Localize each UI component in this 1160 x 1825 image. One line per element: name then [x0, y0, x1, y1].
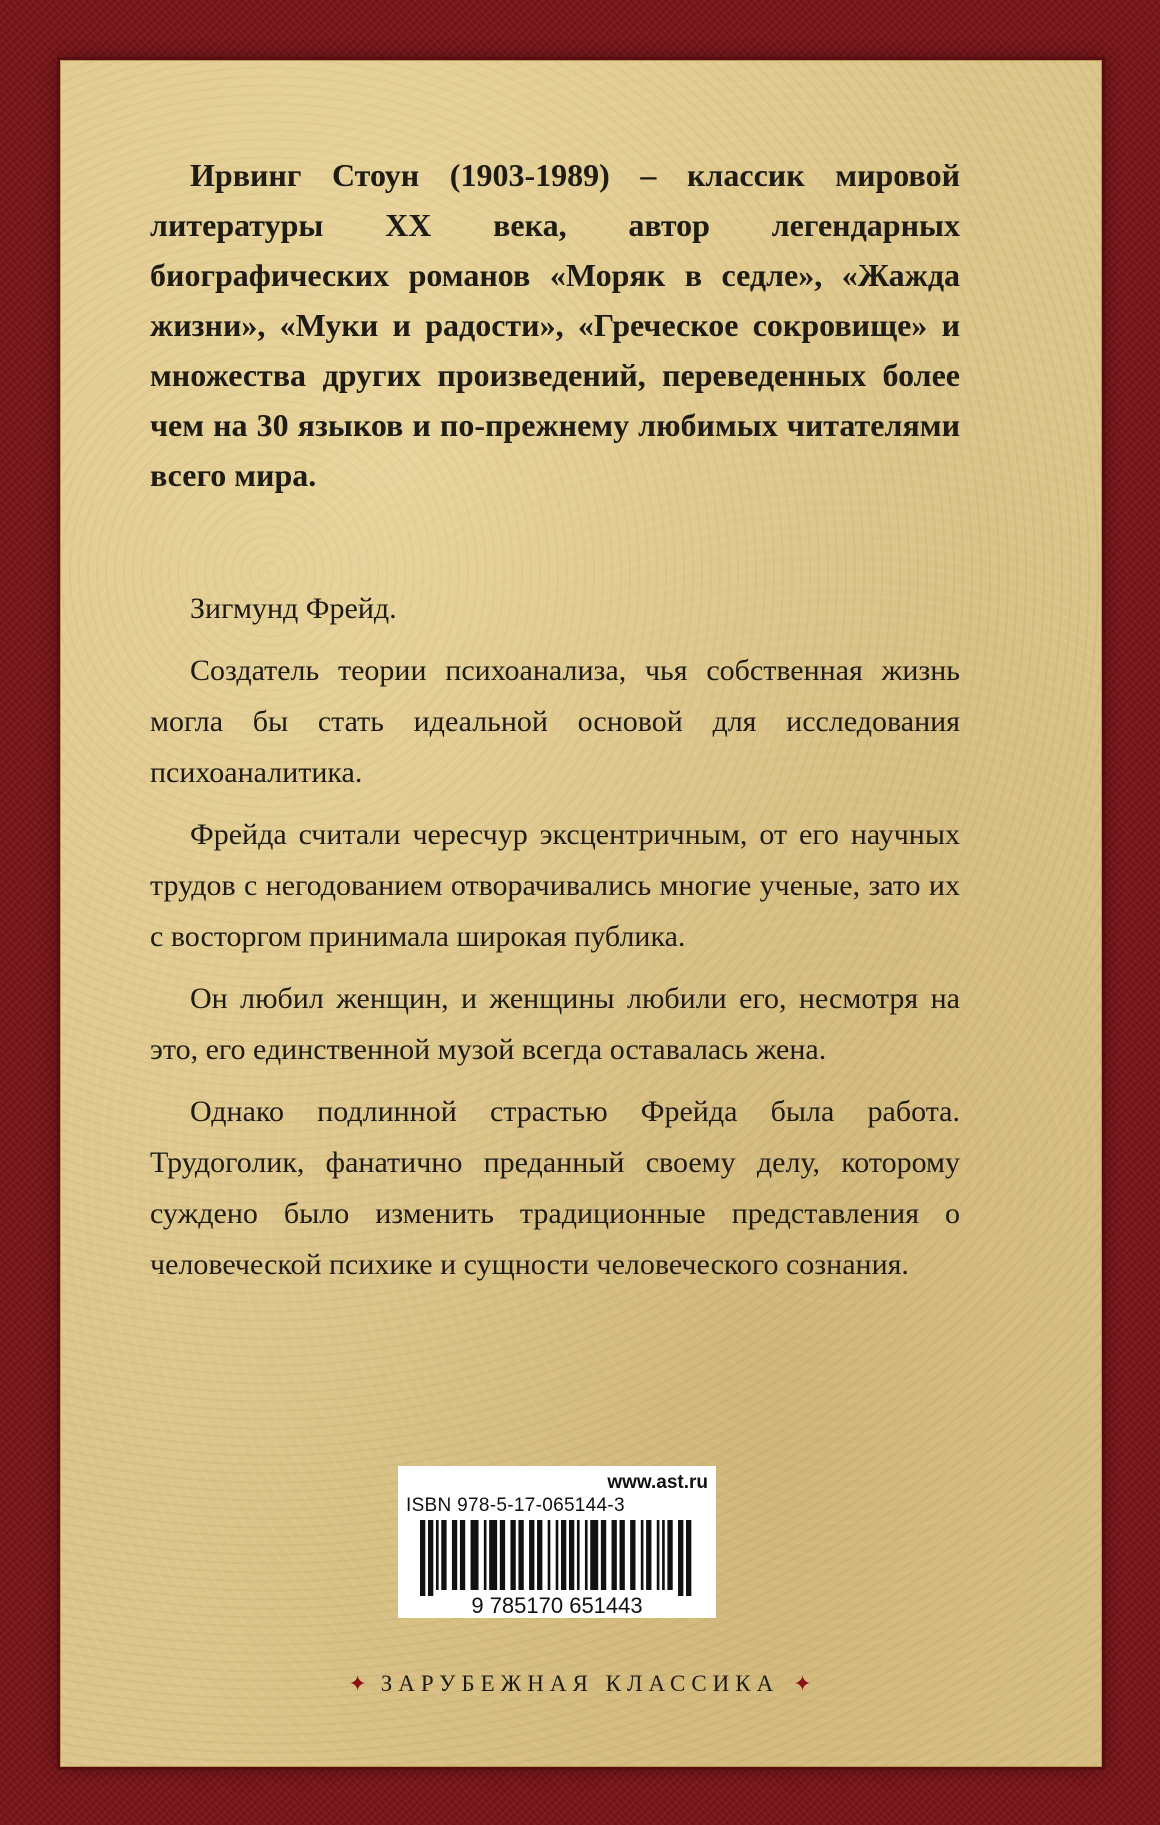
- barcode-bar: [646, 1520, 651, 1590]
- publisher-website: www.ast.ru: [607, 1472, 708, 1493]
- barcode-bar: [612, 1520, 617, 1590]
- book-description: [150, 583, 960, 1301]
- barcode-bar: [420, 1520, 425, 1596]
- barcode-bar: [452, 1520, 457, 1590]
- barcode-bar: [510, 1520, 515, 1590]
- barcode-bar: [529, 1520, 534, 1590]
- barcode-bar: [561, 1520, 566, 1590]
- barcode-bar: [577, 1520, 580, 1590]
- description-paragraph: Фрейда считали чересчур эксцентричным, от его научных трудов с негодованием отворачивались многие ученые, зато их с восторгом принимала широкая публика.: [150, 818, 960, 953]
- description-paragraph: Создатель теории психоанализа, чья собственная жизнь могла бы стать идеальной основой для исследования психоаналитика.: [150, 654, 960, 789]
- author-intro: Ирвинг Стоун (1903-1989) – классик мировой литературы XX века, автор легендарных биографических романов «Моряк в седле», «Жажда жизни», «Муки и радости», «Греческое сокровище» и множества других произведений, переведенных более чем на 30 языков и по-прежнему любимых читателями всего мира.: [150, 157, 960, 493]
- barcode-bar: [441, 1520, 446, 1590]
- barcode-bar: [436, 1520, 439, 1590]
- barcode-digits: 9 785170 651443: [471, 1593, 643, 1616]
- barcode-bar: [500, 1520, 505, 1590]
- isbn-number: ISBN 978-5-17-065144-3: [406, 1495, 625, 1516]
- barcode-bar: [590, 1520, 598, 1590]
- barcode-bar: [657, 1520, 660, 1590]
- barcode-bar: [548, 1520, 551, 1590]
- barcode-bar: [585, 1520, 588, 1590]
- barcode-image: [406, 1520, 708, 1616]
- barcode-label: [398, 1466, 716, 1618]
- barcode-bar: [471, 1520, 479, 1590]
- barcode-bar: [489, 1520, 497, 1590]
- barcode-bar: [601, 1520, 606, 1590]
- barcode-bar: [662, 1520, 665, 1590]
- ornament-left-icon: ✦: [348, 1671, 367, 1696]
- barcode-bar: [686, 1520, 691, 1596]
- description-paragraph: Однако подлинной страстью Фрейда была работа. Трудоголик, фанатично преданный своему делу, которому суждено было изменить традиционные представления о человеческой психике и сущности человеческого сознания.: [150, 1095, 960, 1281]
- barcode-bar: [678, 1520, 683, 1596]
- barcode-bar: [537, 1520, 542, 1590]
- series-footer: [0, 1671, 1160, 1697]
- barcode-bar: [620, 1520, 625, 1590]
- description-paragraph: Он любил женщин, и женщины любили его, несмотря на это, его единственной музой всегда оставалась жена.: [150, 982, 960, 1066]
- barcode-bar: [484, 1520, 487, 1590]
- description-paragraph: Зигмунд Фрейд.: [190, 592, 397, 625]
- barcode-bar: [518, 1520, 523, 1590]
- barcode-bar: [556, 1520, 559, 1590]
- barcode-bar: [569, 1520, 574, 1590]
- series-title: ЗАРУБЕЖНАЯ КЛАССИКА: [380, 1671, 780, 1696]
- barcode-bar: [630, 1520, 635, 1590]
- barcode-bar: [460, 1520, 465, 1590]
- ornament-right-icon: ✦: [793, 1671, 812, 1696]
- barcode-bar: [641, 1520, 644, 1590]
- barcode-bar: [667, 1520, 672, 1590]
- barcode-bar: [428, 1520, 433, 1596]
